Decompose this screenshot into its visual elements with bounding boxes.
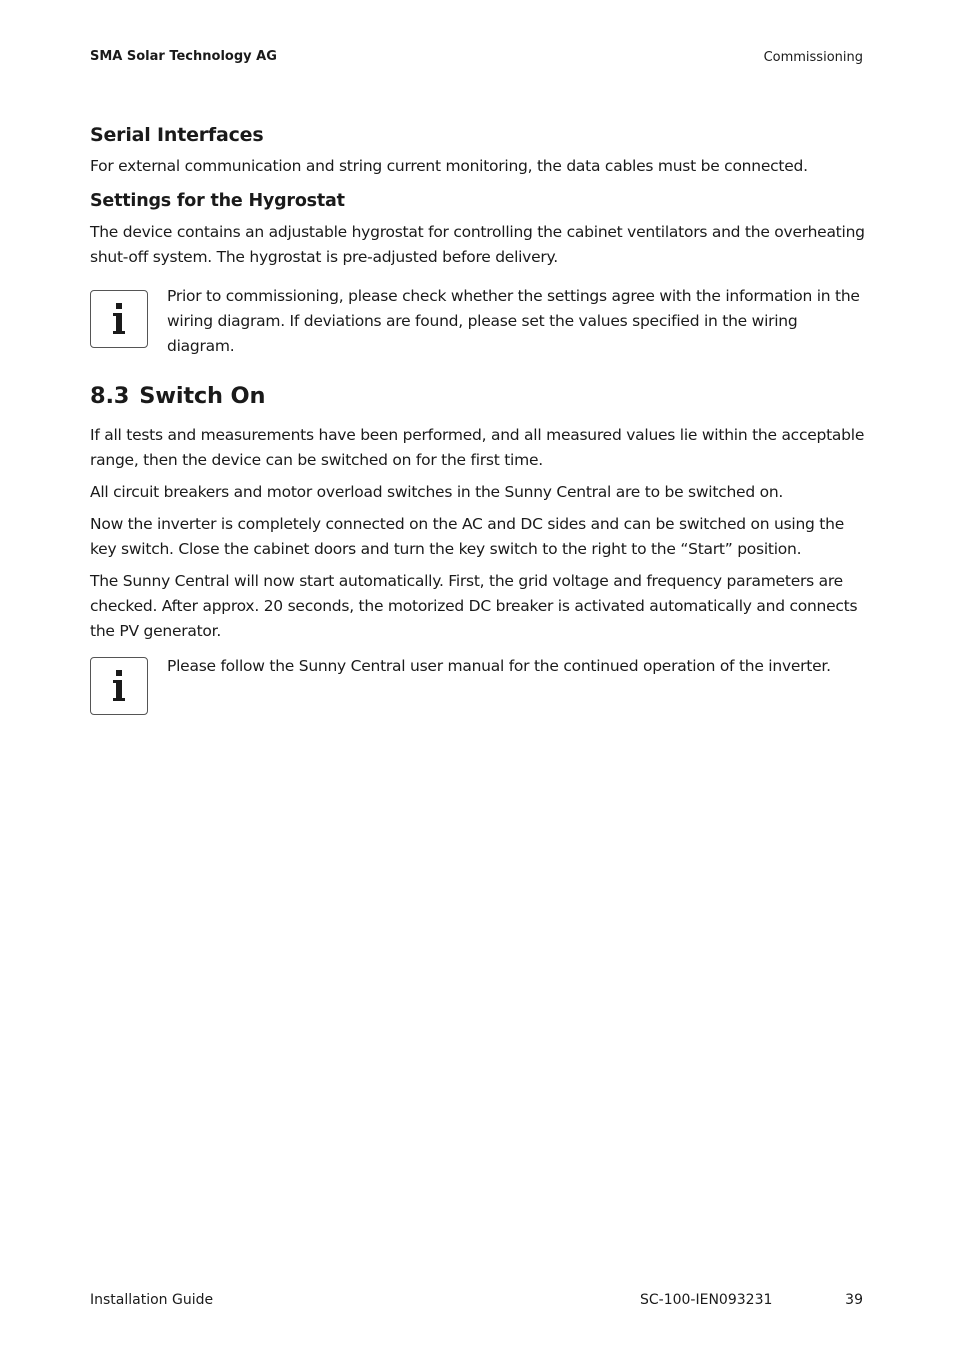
- footer-doc-code: SC-100-IEN093231: [640, 1292, 773, 1308]
- switch-on-paragraph-1: If all tests and measurements have been performed, and all measured values lie within the acceptable range, then the device can be switched on for the first time.: [90, 426, 865, 469]
- hygrostat-text: The device contains an adjustable hygrostat for controlling the cabinet ventilators and the overheating shut-off system. The hygrostat is pre-adjusted before delivery.: [90, 223, 865, 266]
- footer-doc-type: Installation Guide: [90, 1292, 214, 1308]
- header-company: SMA Solar Technology AG: [90, 49, 277, 64]
- hygrostat-note: [90, 284, 865, 359]
- section-title: Switch On: [139, 383, 266, 409]
- info-icon: [90, 657, 148, 715]
- switch-on-paragraph-4: The Sunny Central will now start automatically. First, the grid voltage and frequency parameters are checked. After approx. 20 seconds, the motorized DC breaker is activated automatically and connects the PV generator.: [90, 572, 858, 640]
- hygrostat-note-text: Prior to commissioning, please check whether the settings agree with the information in the wiring diagram. If deviations are found, please set the values specified in the wiring diagram.: [167, 287, 860, 355]
- info-icon: [90, 290, 148, 348]
- hygrostat-heading: Settings for the Hygrostat: [90, 191, 345, 211]
- switch-on-note: [90, 654, 865, 714]
- section-heading: [90, 383, 865, 409]
- serial-interfaces-text: For external communication and string current monitoring, the data cables must be connected.: [90, 157, 808, 175]
- page-content: [90, 124, 865, 726]
- switch-on-paragraph-2: All circuit breakers and motor overload switches in the Sunny Central are to be switched on.: [90, 483, 784, 501]
- serial-interfaces-heading: Serial Interfaces: [90, 124, 264, 146]
- switch-on-note-text: Please follow the Sunny Central user manual for the continued operation of the inverter.: [167, 657, 831, 675]
- section-number: 8.3: [90, 383, 130, 409]
- footer-page-number: 39: [845, 1292, 863, 1308]
- switch-on-paragraph-3: Now the inverter is completely connected on the AC and DC sides and can be switched on using the key switch. Close the cabinet doors and turn the key switch to the right to the “Start” position.: [90, 515, 844, 558]
- header-chapter: Commissioning: [763, 50, 863, 65]
